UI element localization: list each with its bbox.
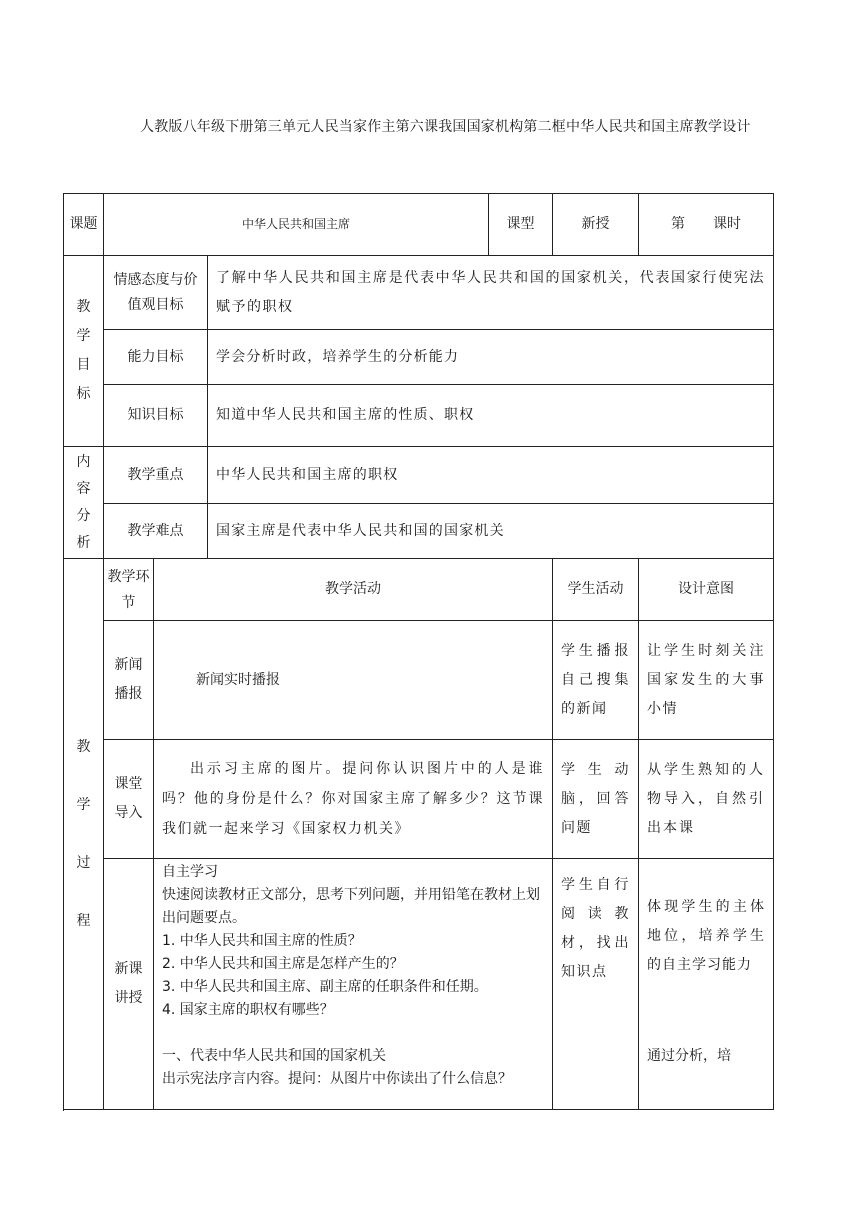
student-cell: 学生动脑，回答问题: [553, 740, 639, 859]
topic-value: 中华人民共和国主席: [104, 194, 489, 256]
header-row: [64, 194, 774, 256]
objective-value: 知道中华人民共和国主席的性质、职权: [208, 385, 774, 447]
objective-label: 知识目标: [104, 385, 208, 447]
objective-row: [64, 385, 774, 447]
activity-line: 4. 国家主席的职权有哪些？: [162, 1002, 334, 1018]
objectives-section-text: 教学目标: [76, 299, 91, 402]
intent-cell: 让学生时刻关注国家发生的大事小情: [639, 621, 774, 740]
intent-cell: 从学生熟知的人物导入，自然引出本课: [639, 740, 774, 859]
intent-text-continued: 通过分析，培: [647, 1048, 731, 1064]
column-header-stage: 教学环节: [104, 559, 154, 621]
student-cell: 学生播报自己搜集的新闻: [553, 621, 639, 740]
objective-label: 情感态度与价值观目标: [104, 256, 208, 330]
objective-row: [64, 256, 774, 330]
activity-line: 快速阅读教材正文部分，思考下列问题，并用铅笔在教材上划出问题要点。: [162, 887, 540, 926]
analysis-row: [64, 447, 774, 504]
analysis-value: 中华人民共和国主席的职权: [208, 447, 774, 504]
analysis-value: 国家主席是代表中华人民共和国的国家机关: [208, 504, 774, 559]
analysis-label: 教学重点: [104, 447, 208, 504]
activity-line: 2. 中华人民共和国主席是怎样产生的？: [162, 956, 404, 972]
objective-row: [64, 330, 774, 385]
activity-cell: 出示习主席的图片。提问你认识图片中的人是谁吗？他的身份是什么？你对国家主席了解多少？这节课我们就一起来学习《国家权力机关》: [154, 740, 553, 859]
intent-text: 体现学生的主体地位，培养学生的自主学习能力: [647, 899, 765, 973]
analysis-section-text: 内容分析: [76, 453, 91, 551]
type-label: 课型: [489, 194, 553, 256]
topic-label-text: 课题: [69, 216, 98, 232]
process-row: [64, 621, 774, 740]
analysis-label: 教学难点: [104, 504, 208, 559]
type-value: 新授: [553, 194, 639, 256]
topic-label: [64, 194, 104, 256]
objective-value: 学会分析时政，培养学生的分析能力: [208, 330, 774, 385]
process-section-text: 教学过程: [76, 739, 91, 929]
column-header-activity: 教学活动: [154, 559, 553, 621]
activity-cell: 新闻实时播报: [154, 621, 553, 740]
objective-label: 能力目标: [104, 330, 208, 385]
activity-line: 出示宪法序言内容。提问：从图片中你读出了什么信息？: [162, 1071, 512, 1087]
process-header-row: [64, 559, 774, 621]
process-row: [64, 740, 774, 859]
activity-line: 自主学习: [162, 864, 218, 880]
objective-value: 了解中华人民共和国主席是代表中华人民共和国的国家机关，代表国家行使宪法赋予的职权: [208, 256, 774, 330]
document-title: 人教版八年级下册第三单元人民当家作主第六课我国国家机构第二框中华人民共和国主席教学设计: [140, 119, 751, 135]
column-header-student: 学生活动: [553, 559, 639, 621]
stage-cell: 新闻播报: [104, 621, 154, 740]
period-label: 第 课时: [639, 194, 774, 256]
stage-cell: 课堂导入: [104, 740, 154, 859]
activity-line: [162, 1022, 544, 1045]
activity-line: 3. 中华人民共和国主席、副主席的任职条件和任期。: [162, 979, 488, 995]
analysis-section-label: [64, 447, 104, 559]
process-row: [64, 859, 774, 1110]
stage-cell: 新课讲授: [104, 859, 154, 1110]
objectives-section-label: [64, 256, 104, 447]
process-section-label: [64, 559, 104, 1110]
column-header-intent: 设计意图: [639, 559, 774, 621]
lesson-plan-table: [63, 193, 774, 1110]
activity-cell: [154, 859, 553, 1110]
student-cell: 学生自行阅读教材，找出知识点: [553, 859, 639, 1110]
activity-line: 一、代表中华人民共和国的国家机关: [162, 1048, 386, 1064]
activity-line: 1. 中华人民共和国主席的性质？: [162, 933, 362, 949]
analysis-row: [64, 504, 774, 559]
intent-cell: [639, 859, 774, 1110]
